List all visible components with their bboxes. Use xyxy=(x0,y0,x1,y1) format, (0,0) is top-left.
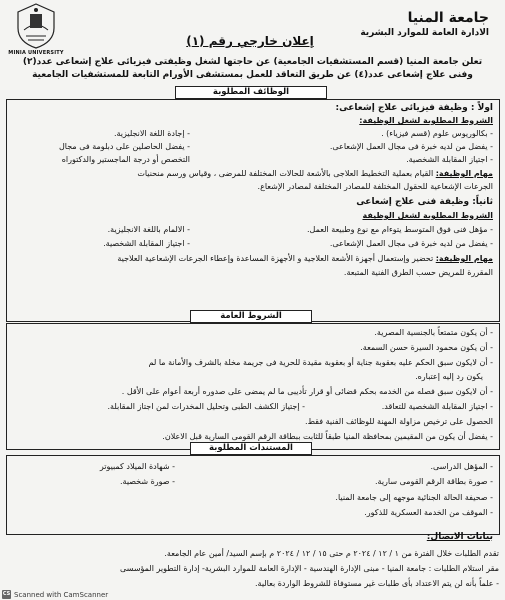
job1-req-2: - إجادة اللغة الانجليزية. xyxy=(113,129,190,138)
job2-req-2: - الالمام باللغة الانجليزية. xyxy=(107,225,190,234)
intro-line-1: تعلن جامعة المنيا (قسم المستشفيات الجامعية) عن حاجتها لشغل وظيفتى فيزيائى علاج إشعاعى عدد(٢) xyxy=(22,57,483,67)
job2-req-3: - يفضل من لديه خبرة فى مجال العمل الإشعاعى. xyxy=(329,239,493,248)
general-cond-6: الحصول على ترخيص مزاولة المهنة للوظائف الفنية فقط. xyxy=(305,417,493,426)
job1-req-3: - يفضل من لديه خبرة فى مجال العمل الإشعاعى. xyxy=(329,142,493,151)
job1-title: اولاً : وظيفة فيزيائى علاج إشعاعى: xyxy=(335,103,493,113)
job1-req-1: - بكالوريوس علوم (قسم فيزياء) . xyxy=(381,129,493,138)
doc-6: - الموقف من الخدمة العسكرية للذكور. xyxy=(364,508,493,517)
minia-university-logo xyxy=(14,2,58,50)
doc-2: - شهادة الميلاد كمبيوتر xyxy=(99,462,175,471)
announcement-title: إعلان خارجي رقم (١) xyxy=(186,34,314,48)
job2-req-label: الشروط المطلوبة لشغل الوظيفة xyxy=(362,211,493,220)
general-cond-4: - أن لايكون سبق فصله من الخدمه بحكم قضائى أو قرار تأديبى ما لم يمضى على صدوره أربعة أعوام على الأقل . xyxy=(121,387,493,396)
general-cond-5b: - إجتياز الكشف الطبى وتحليل المخدرات لمن اجتاز المقابلة. xyxy=(107,402,305,411)
job1-task-line-1 xyxy=(137,168,493,179)
doc-1: - المؤهل الدراسى. xyxy=(430,462,493,471)
department-name: الادارة العامة للموارد البشرية xyxy=(360,28,489,38)
section-title-general: الشروط العامة xyxy=(190,310,312,323)
job1-req-5: - اجتياز المقابلة الشخصية. xyxy=(406,155,493,164)
job1-task-label: مهام الوظيفة: xyxy=(435,169,493,178)
general-cond-3b: يكون رد إليه إعتباره. xyxy=(415,372,483,381)
university-name: جامعة المنيا xyxy=(407,10,489,26)
camscanner-watermark xyxy=(2,590,108,599)
general-cond-5a: - اجتياز المقابلة الشخصية للتعاقد. xyxy=(381,402,493,411)
general-cond-1: - أن يكون متمتعاً بالجنسية المصرية. xyxy=(374,328,493,337)
general-cond-7: - يفضل أن يكون من المقيمين بمحافظة المنيا طبقاً للثابت ببطاقة الرقم القومى السارية قبل الاعلان. xyxy=(162,432,493,441)
job2-task-label: مهام الوظيفة: xyxy=(435,254,493,263)
section-title-jobs: الوظائف المطلوبة xyxy=(175,86,327,99)
job1-req-label: الشروط المطلوبة لشغل الوظيفة: xyxy=(359,116,493,125)
job2-title: ثانياً: وظيفة فنى علاج إشعاعى xyxy=(356,197,493,207)
job2-task-line-1 xyxy=(117,253,493,264)
job2-task-2: المقررة للمريض حسب الطرق الفنية المتبعة. xyxy=(343,268,493,277)
job2-req-1: - مؤهل فنى فوق المتوسط يتوءام مع نوع وطبيعة العمل. xyxy=(306,225,493,234)
general-cond-2: - أن يكون محمود السيرة حسن السمعة. xyxy=(360,343,493,352)
doc-4: - صورة شخصية. xyxy=(119,477,175,486)
logo-text: MINIA UNIVERSITY xyxy=(8,50,64,56)
job2-task-1: تحضير وإستعمال أجهزة الأشعة العلاجية و الأجهزة المساعدة وإعطاء الجرعات الإشعاعية العلاجية xyxy=(117,254,434,263)
watermark-text: Scanned with CamScanner xyxy=(14,590,109,599)
job1-req-6: التخصص أو درجة الماجستير والدكتوراه xyxy=(61,155,190,164)
job1-task-2: الجرعات الإشعاعية للحقول المختلفة للمصادر المختلفة لمصادر الإشعاع. xyxy=(257,182,493,191)
contact-line-3: - علماً بأنه لن يتم الاعتداد بأى طلبات غير مستوفاة للشروط الواردة بعالية. xyxy=(254,579,499,588)
contact-title: بيانات الاتصال: xyxy=(426,532,493,542)
job2-req-4: - اجتياز المقابلة الشخصية. xyxy=(103,239,190,248)
contact-line-2: مقر استلام الطلبات : جامعة المنيا - مبنى الإدارة الهندسية - الإدارة العامة للموارد البشرية- إدارة التطوير المؤسسى xyxy=(120,564,499,573)
doc-3: - صورة بطاقة الرقم القومى سارية. xyxy=(375,477,493,486)
job1-req-4: - يفضل الحاصلين على دبلومة فى مجال xyxy=(58,142,190,151)
intro-line-2: وفنى علاج إشعاعى عدد(٤) عن طريق التعاقد للعمل بمستشفى الأورام التابعة للمستشفيات الجامعية xyxy=(32,70,473,80)
camscanner-icon: CS xyxy=(2,591,11,597)
doc-5: - صحيفة الحالة الجنائية موجهه إلى جامعة المنيا. xyxy=(335,493,493,502)
general-cond-3a: - أن لايكون سبق الحكم عليه بعقوبة جناية أو بعقوبة مقيدة للحرية فى جريمة مخلة بالشرف والأمانة ما لم xyxy=(148,358,493,367)
intro-paragraph xyxy=(6,56,499,82)
section-title-docs: المستندات المطلوبة xyxy=(190,442,312,455)
job1-task-1: القيام بعملية التخطيط العلاجى بالأشعة للحالات المختلفة للمرضى ، وقياس ورسم منحنيات xyxy=(137,169,434,178)
contact-line-1: تقدم الطلبات خلال الفترة من ١ / ١٢ / ٢٠٢٤ م حتى ١٥ / ١٢ / ٢٠٢٤ م بإسم السيد/ أمين عام الجامعة. xyxy=(164,549,499,558)
